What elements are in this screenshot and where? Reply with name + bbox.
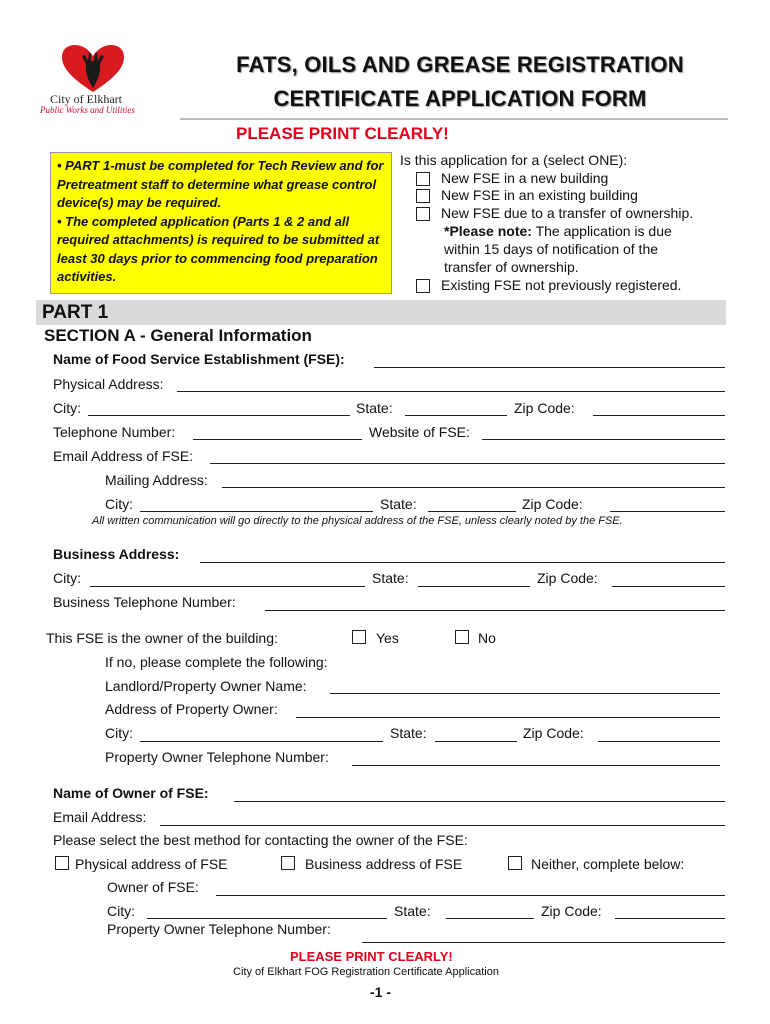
business-city-label: City: — [53, 570, 81, 586]
business-phone-label: Business Telephone Number: — [53, 594, 236, 610]
business-zip-field[interactable] — [612, 586, 725, 587]
logo-subtitle: Public Works and Utilities — [40, 105, 135, 115]
telephone-label: Telephone Number: — [53, 424, 176, 440]
owner-city-field[interactable] — [147, 918, 387, 919]
logo-city-text: City of Elkhart — [50, 92, 122, 106]
email-address-field[interactable] — [160, 825, 725, 826]
business-city-field[interactable] — [90, 586, 365, 587]
business-state-label: State: — [372, 570, 409, 586]
transfer-note — [444, 223, 672, 239]
owner-of-fse-name-field[interactable] — [234, 801, 725, 802]
owner-of-fse-field[interactable] — [216, 895, 725, 896]
notice-item-1: • PART 1-must be completed for Tech Review and for Pretreatment staff to determine what grease control device(s) may be required. — [57, 158, 384, 210]
owner-zip-label: Zip Code: — [541, 903, 602, 919]
owner-of-fse-label — [107, 879, 199, 895]
landlord-name-field[interactable] — [330, 693, 720, 694]
property-owner-address-field[interactable] — [296, 717, 720, 718]
mailing-zip-label: Zip Code: — [522, 496, 583, 512]
property-zip-field[interactable] — [598, 741, 720, 742]
contact-business-checkbox[interactable] — [281, 856, 295, 870]
contact-neither-checkbox[interactable] — [508, 856, 522, 870]
owner-building-question: This FSE is the owner of the building: — [46, 630, 278, 646]
print-clearly-footer: PLEASE PRINT CLEARLY! — [290, 949, 453, 964]
contact-physical-label: Physical address of FSE — [75, 856, 228, 872]
fse-name-label: Name of Food Service Establishment (FSE): — [53, 351, 345, 367]
notice-item-2: • The completed application (Parts 1 & 2 and all required attachments) is required to be submitted at least 30 days prior to commencing food preparation activities. — [57, 213, 380, 284]
option-label: Existing FSE not previously registered. — [441, 277, 682, 293]
business-phone-field[interactable] — [265, 610, 725, 611]
new-fse-existing-building-checkbox[interactable] — [416, 189, 430, 203]
new-fse-new-building-checkbox[interactable] — [416, 172, 430, 186]
property-state-field[interactable] — [435, 741, 517, 742]
option-label: New FSE in an existing building — [441, 187, 638, 203]
business-address-label: Business Address: — [53, 546, 180, 562]
property-owner-phone-label: Property Owner Telephone Number: — [105, 749, 329, 765]
owner-state-field[interactable] — [446, 918, 534, 919]
application-type-question: Is this application for a (select ONE): — [400, 152, 628, 168]
print-clearly-header: PLEASE PRINT CLEARLY! — [236, 124, 449, 143]
elkhart-heart-deer-logo-icon — [58, 44, 128, 94]
property-state-label: State: — [390, 725, 427, 741]
no-label: No — [478, 630, 496, 646]
owner-of-fse-text: Owner of FSE: — [107, 879, 199, 895]
if-no-instruction: If no, please complete the following: — [105, 654, 328, 670]
contact-physical-checkbox[interactable] — [55, 856, 69, 870]
owner-no-checkbox[interactable] — [455, 630, 469, 644]
owner-of-fse-name-label: Name of Owner of FSE: — [53, 785, 209, 801]
email-fse-label: Email Address of FSE: — [53, 448, 194, 464]
physical-address-field[interactable] — [177, 391, 725, 392]
page-number: -1 - — [370, 984, 391, 1000]
owner-city-label: City: — [107, 903, 135, 919]
state-field[interactable] — [405, 415, 507, 416]
owner-state-label: State: — [394, 903, 431, 919]
owner-yes-checkbox[interactable] — [352, 630, 366, 644]
new-fse-transfer-checkbox[interactable] — [416, 207, 430, 221]
form-title-line1: FATS, OILS AND GREASE REGISTRATION — [236, 52, 684, 77]
telephone-field[interactable] — [193, 439, 362, 440]
contact-business-label: Business address of FSE — [305, 856, 463, 872]
section-a-heading: SECTION A - General Information — [44, 326, 312, 345]
form-title-line2: CERTIFICATE APPLICATION FORM — [273, 86, 647, 111]
mailing-city-field[interactable] — [140, 511, 373, 512]
property-owner-address-label: Address of Property Owner: — [105, 701, 278, 717]
city-label: City: — [53, 400, 81, 416]
option-label: New FSE due to a transfer of ownership. — [441, 205, 694, 221]
title-divider — [180, 118, 728, 120]
footer-doc-title: City of Elkhart FOG Registration Certificate Application — [233, 966, 499, 978]
mailing-address-label: Mailing Address: — [105, 472, 208, 488]
note-text: The application is due — [531, 223, 672, 239]
contact-neither-label: Neither, complete below: — [531, 856, 685, 872]
note-label: *Please note: — [444, 223, 532, 239]
existing-fse-checkbox[interactable] — [416, 279, 430, 293]
landlord-name-text: Landlord/Property Owner Name: — [105, 678, 307, 694]
city-field[interactable] — [88, 415, 350, 416]
part1-bar — [36, 300, 726, 325]
mailing-city-label: City: — [105, 496, 133, 512]
mailing-state-label: State: — [380, 496, 417, 512]
property-owner-phone-field[interactable] — [352, 765, 720, 766]
mailing-zip-field[interactable] — [610, 511, 725, 512]
contact-method-question: Please select the best method for contacting the owner of the FSE: — [53, 832, 468, 848]
owner-phone-label: Property Owner Telephone Number: — [107, 921, 331, 937]
email-fse-field[interactable] — [210, 463, 725, 464]
website-field[interactable] — [482, 439, 725, 440]
physical-address-label: Physical Address: — [53, 376, 164, 392]
fse-name-field[interactable] — [374, 367, 725, 368]
mailing-note: All written communication will go directly to the physical address of the FSE, unless clearly noted by the FSE. — [92, 515, 623, 527]
property-city-field[interactable] — [140, 741, 383, 742]
yes-label: Yes — [376, 630, 399, 646]
business-address-field[interactable] — [200, 562, 725, 563]
owner-phone-field[interactable] — [362, 942, 725, 943]
zip-field[interactable] — [593, 415, 725, 416]
business-state-field[interactable] — [418, 586, 530, 587]
state-label: State: — [356, 400, 393, 416]
landlord-name-label — [105, 678, 307, 694]
property-zip-label: Zip Code: — [523, 725, 584, 741]
city-logo — [40, 44, 150, 118]
option-label: New FSE in a new building — [441, 170, 609, 186]
owner-zip-field[interactable] — [615, 918, 725, 919]
note-text-3: transfer of ownership. — [444, 259, 579, 275]
mailing-address-field[interactable] — [222, 487, 725, 488]
mailing-state-field[interactable] — [428, 511, 516, 512]
note-text-2: within 15 days of notification of the — [444, 241, 659, 257]
business-zip-label: Zip Code: — [537, 570, 598, 586]
part1-heading: PART 1 — [42, 302, 109, 323]
email-address-label: Email Address: — [53, 809, 147, 825]
notice-box — [50, 152, 392, 294]
website-label: Website of FSE: — [369, 424, 470, 440]
property-city-label: City: — [105, 725, 133, 741]
zip-label: Zip Code: — [514, 400, 575, 416]
